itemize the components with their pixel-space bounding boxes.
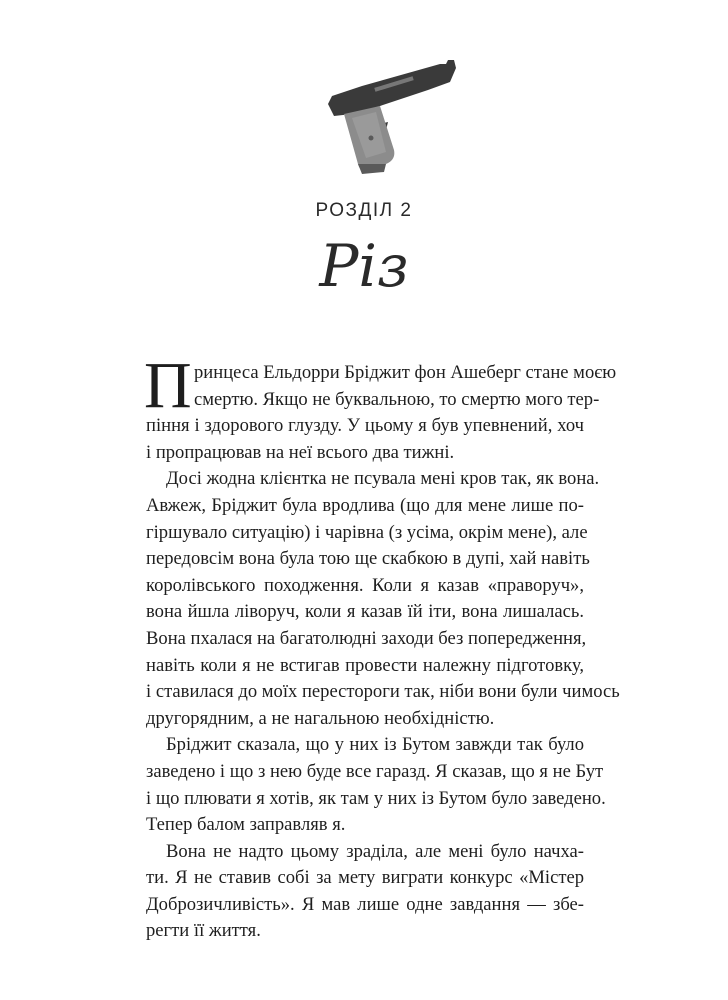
text-line: королівського походження. Коли я казав «праворуч», xyxy=(146,574,584,596)
text-line: і що плювати я хотів, як там у них із Бутом було заведено. xyxy=(146,787,606,809)
text-line: Бріджит сказала, що у них із Бутом завжди так було xyxy=(166,734,584,756)
paragraph xyxy=(144,349,617,466)
chapter-body xyxy=(144,349,620,945)
text-line: Тепер балом заправляв я. xyxy=(146,814,346,836)
pistol-icon xyxy=(322,56,460,186)
paragraph xyxy=(146,732,606,838)
text-line: Вона пхалася на багатолюдні заходи без попередження, xyxy=(146,627,587,649)
text-line: Досі жодна клієнтка не псувала мені кров так, як вона. xyxy=(166,468,600,490)
text-line: навіть коли я не встигав провести належну підготовку, xyxy=(146,654,584,676)
text-line: Вона не надто цьому зраділа, але мені було начха- xyxy=(166,840,584,862)
text-line: Авжеж, Бріджит була вродлива (що для мене лише по- xyxy=(146,494,584,516)
text-line: смертю. Якщо не буквальною, то смертю мого тер- xyxy=(194,388,600,410)
text-line: ти. Я не ставив собі за мету виграти конкурс «Містер xyxy=(146,867,584,889)
text-line: передовсім вона була тою ще скабкою в дупі, хай навіть xyxy=(146,548,590,570)
paragraph xyxy=(146,466,620,732)
text-line: вона йшла ліворуч, коли я казав їй іти, вона лишалась. xyxy=(146,601,584,623)
text-line: ринцеса Ельдорри Бріджит фон Ашеберг стане моєю xyxy=(194,362,617,383)
text-line: заведено і що з нею буде все гаразд. Я сказав, що я не Бут xyxy=(146,760,604,782)
text-line: гіршувало ситуацію) і чарівна (з усіма, окрім мене), але xyxy=(146,521,588,543)
chapter-title: Різ xyxy=(319,232,409,300)
chapter-label: РОЗДІЛ 2 xyxy=(315,200,413,221)
text-line: і пропрацював на неї всього два тижні. xyxy=(146,441,455,463)
drop-cap: П xyxy=(144,349,192,422)
text-line: і ставилася до моїх перестороги так, ніби вони були чимось xyxy=(146,681,620,703)
text-line: піння і здорового глузду. У цьому я був упевнений, хоч xyxy=(146,415,584,437)
text-line: Доброзичливість». Я мав лише одне завдання — збе- xyxy=(146,893,584,915)
text-line: регти її життя. xyxy=(146,920,261,942)
paragraph xyxy=(146,839,584,945)
text-line: другорядним, а не нагальною необхідністю. xyxy=(146,707,495,729)
